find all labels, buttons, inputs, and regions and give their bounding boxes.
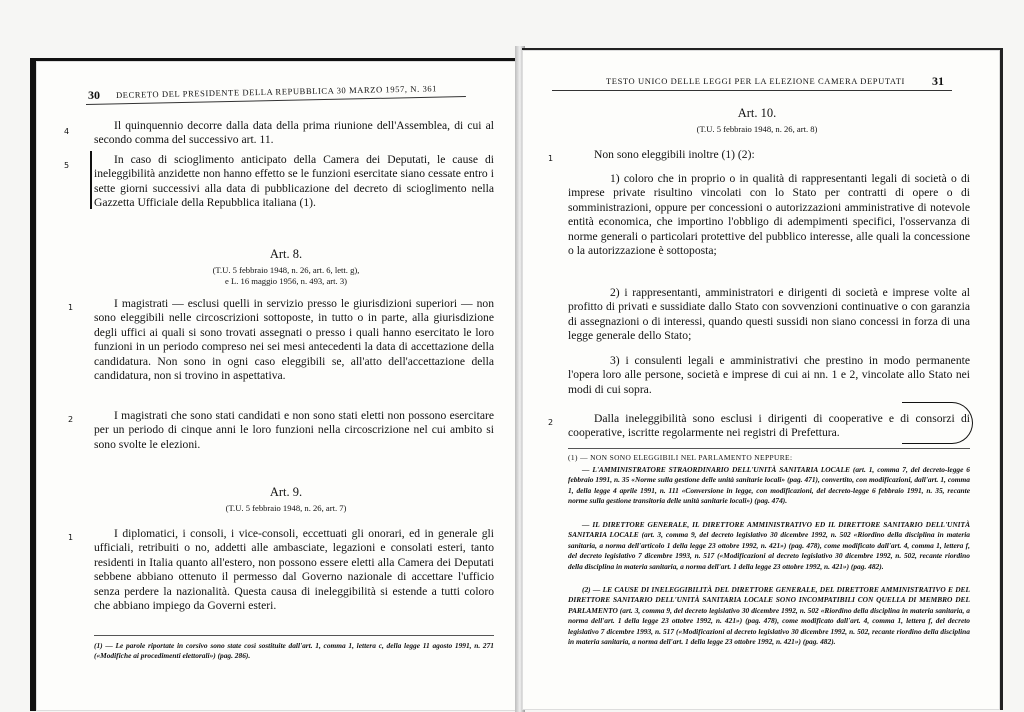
header-rule <box>552 90 952 91</box>
right-page <box>522 48 1003 710</box>
article-title: Art. 8. <box>269 247 303 261</box>
article-title: Art. 9. <box>269 485 303 499</box>
paragraph-mark: 2 <box>68 415 74 424</box>
article-source: (T.U. 5 febbraio 1948, n. 26, art. 8) <box>696 124 818 134</box>
left-page <box>30 58 524 711</box>
paragraph-mark: 5 <box>64 161 70 170</box>
footnote-heading: (1) — NON SONO ELEGGIBILI NEL PARLAMENTO NEPPURE: <box>568 453 793 462</box>
paragraph-mark: 1 <box>68 533 74 542</box>
pen-annotation <box>902 402 973 444</box>
page-number: 30 <box>88 88 100 102</box>
footnote-rule <box>568 448 970 449</box>
footnote: — IL DIRETTORE GENERALE, IL DIRETTORE AMMINISTRATIVO ED IL DIRETTORE SANITARIO DELL'UNITÀ SANITARIA LOCALE (art. 3, comma 9, del decreto legislativo 30 dicembre 1992, n. 502 «Riordino della disciplina in materia sanitaria, a norma dell'articolo 1 della legge 23 ottobre 1992, n. 421») (pag. 478), come modificato dall'art. 4, comma 1, lettera f, del decreto legislativo 7 dicembre 1993, n. 517 («Modificazioni al decreto legislativo 30 dicembre 1992, n. 502, recante riordino della disciplina in materia sanitaria, a norma dell'art. 1 della legge 23 ottobre 1992, n. 421») (pag. 482). <box>568 520 970 571</box>
article-source: (T.U. 5 febbraio 1948, n. 26, art. 7) <box>225 503 347 513</box>
paragraph-underlined: In caso di scioglimento anticipato della Camera dei Deputati, le cause di ineleggibilità anzidette non hanno effetto se le funzioni esercitate siano cessate entro i sette giorni successivi alla data di pubblicazione del decreto di scioglimento nella Gazzetta Ufficiale della Repubblica italiana (1). <box>94 153 494 210</box>
paragraph: I magistrati che sono stati candidati e non sono stati eletti non possono esercitare per un periodo di cinque anni le loro funzioni nella circoscrizione nel cui ambito si sono svolte le elezioni. <box>94 409 494 451</box>
footnote-rule <box>94 635 494 636</box>
paragraph: Non sono eleggibili inoltre (1) (2): <box>594 148 755 161</box>
article-source: e L. 16 maggio 1956, n. 493, art. 3) <box>225 276 347 286</box>
list-item-3: 3) i consulenti legali e amministrativi che prestino in modo permanente l'opera loro alle persone, società e imprese di cui ai nn. 1 e 2, vincolate allo Stato nei modi di cui sopra. <box>568 354 970 396</box>
page-number: 31 <box>932 74 944 88</box>
paragraph: Dalla ineleggibilità sono esclusi i dirigenti di cooperative e di consorzi di cooperative, iscritte regolarmente nei registri di Prefettura. <box>568 412 970 440</box>
article-title: Art. 10. <box>737 106 777 120</box>
article-source: (T.U. 5 febbraio 1948, n. 26, art. 6, lett. g), <box>212 265 360 275</box>
paragraph-mark: 2 <box>548 418 554 427</box>
paragraph-mark: 1 <box>68 303 74 312</box>
paragraph-mark: 1 <box>548 154 554 163</box>
paragraph-mark: 4 <box>64 127 70 136</box>
paragraph: I magistrati — esclusi quelli in servizio presso le giurisdizioni superiori — non sono eleggibili nelle circoscrizioni sottoposte, in tutto o in parte, alla giurisdizione degli uffici ai quali si sono trovati assegnati o presso i quali hanno esercitato le loro funzioni in un periodo compreso nei sei mesi antecedenti la data di accettazione della candidatura. Non sono in ogni caso eleggibili se, all'atto dell'accettazione della candidatura, non si trovino in aspettativa. <box>94 297 494 383</box>
running-head: DECRETO DEL PRESIDENTE DELLA REPUBBLICA 30 MARZO 1957, N. 361 <box>115 83 438 100</box>
list-item-2: 2) i rappresentanti, amministratori e dirigenti di società e imprese volte al profitto di privati e sussidiate dallo Stato con sovvenzioni continuative o con garanzia di assegnazioni o di interessi, quando questi sussidi non siano concessi in forza di una legge generale dello Stato; <box>568 286 970 343</box>
footnote: — L'AMMINISTRATORE STRAORDINARIO DELL'UNITÀ SANITARIA LOCALE (art. 1, comma 7, del decreto-legge 6 febbraio 1991, n. 35 «Norme sulla gestione delle unità sanitarie locali» (pag. 471), convertito, con modificazioni, dall'art. 1, comma 1, della legge 4 aprile 1991, n. 111 «Conversione in legge, con modificazioni, del decreto-legge 6 febbraio 1991, n. 35, recante norme sulla gestione transitoria delle unità sanitarie locali») (pag. 474). <box>568 465 970 506</box>
list-item-1: 1) coloro che in proprio o in qualità di rappresentanti legali di società o di imprese private risultino vincolati con lo Stato per contratti di opere o di somministrazioni, oppure per concessioni o autorizzazioni amministrative di notevole entità economica, che importino l'obbligo di adempimenti specifici, l'osservanza di norme generali o particolari protettive del pubblico interesse, alle quali la concessione o la autorizzazione è sottoposta; <box>568 172 970 258</box>
footnote: (1) — Le parole riportate in corsivo sono state così sostituite dall'art. 1, comma 1, lettera c, della legge 11 agosto 1991, n. 271 («Modifiche ai procedimenti elettorali») (pag. 286). <box>94 641 494 661</box>
running-head: TESTO UNICO DELLE LEGGI PER LA ELEZIONE CAMERA DEPUTATI <box>606 76 905 86</box>
paragraph: I diplomatici, i consoli, i vice-consoli, eccettuati gli onorari, ed in generale gli ufficiali, retribuiti o no, addetti alle ambasciate, legazioni e consolati esteri, tanto residenti in Italia quanto all'estero, non possono essere eletti alla Camera dei Deputati sebbene abbiano ottenuto il permesso dal Governo nazionale di accettare l'ufficio senza perdere la nazionalità. Questa causa di ineleggibilità si estende a tutti coloro che abbiano impiego da Governi esteri. <box>94 527 494 613</box>
paragraph: Il quinquennio decorre dalla data della prima riunione dell'Assemblea, di cui al secondo comma del successivo art. 11. <box>94 119 494 147</box>
footnote: (2) — LE CAUSE DI INELEGGIBILITÀ DEL DIRETTORE GENERALE, DEL DIRETTORE AMMINISTRATIVO E DEL DIRETTORE SANITARIO DELL'UNITÀ SANITARIA LOCALE SONO INCOMPATIBILI CON QUELLA DI MEMBRO DEL PARLAMENTO (art. 3, comma 9, del decreto legislativo 30 dicembre 1992, n. 502 «Riordino della disciplina in materia sanitaria, a norma dell'art. 1 della legge 23 ottobre 1992, n. 421») (pag. 478), come modificato dall'art. 4, comma 1, lettera f, del decreto legislativo 7 dicembre 1993, n. 517 («Modificazioni al decreto legislativo 30 dicembre 1992, n. 502, recante riordino della disciplina in materia sanitaria, a norma dell'art. 1 della legge 23 ottobre 1992, n. 421») (pag. 482). <box>568 585 970 647</box>
pen-annotation <box>90 151 94 209</box>
